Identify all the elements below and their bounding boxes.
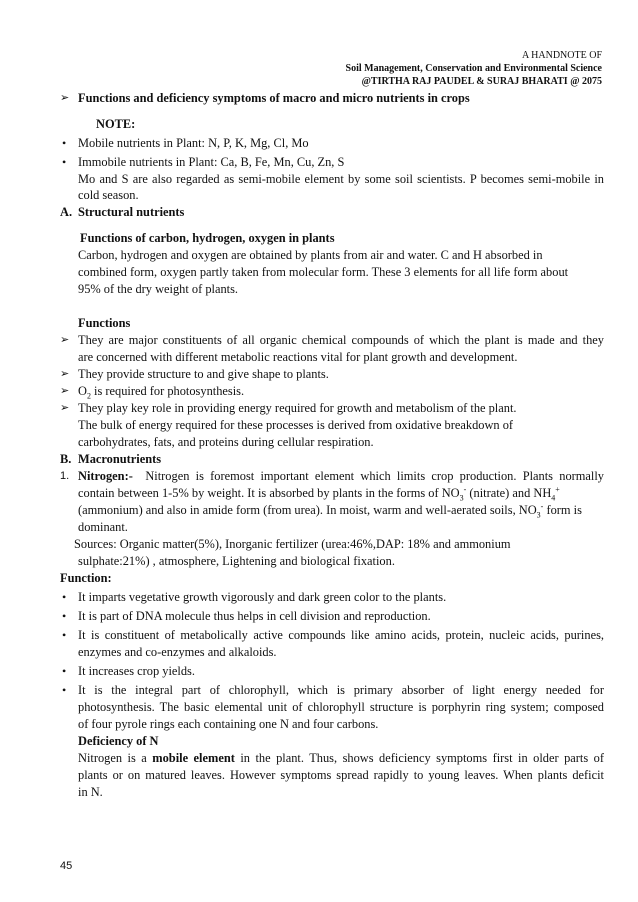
header-line-3: @TIRTHA RAJ PAUDEL & SURAJ BHARATI @ 2075: [361, 76, 602, 87]
nitrogen-line-4: dominant.: [78, 520, 128, 534]
arrow-bullet-icon: ➢: [60, 92, 70, 104]
section-a-subheading: Functions of carbon, hydrogen, oxygen in plants: [80, 231, 335, 245]
bullet-icon: •: [62, 609, 67, 623]
list-number: 1.: [60, 470, 70, 482]
functions-heading: Functions: [78, 316, 131, 330]
nitrogen-line-3: (ammonium) and also in amide form (from urea). In moist, warm and well-aerated soils, $NO_3^-$ form is: [78, 501, 582, 520]
sources-line-2: sulphate:21%) , atmosphere, Lightening and biological fixation.: [78, 554, 395, 568]
n-function-2: It is part of DNA molecule thus helps in cell division and reproduction.: [78, 609, 431, 623]
function-3: $O_2$ is required for photosynthesis.: [78, 384, 245, 401]
n-function-1: It imparts vegetative growth vigorously and dark green color to the plants.: [78, 590, 447, 604]
section-a-para-1: Carbon, hydrogen and oxygen are obtained by plants from air and water. C and H absorbed in: [78, 248, 543, 262]
function-4-line-1: They play key role in providing energy required for growth and metabolism of the plant.: [78, 401, 517, 415]
note-semi-line-2: cold season.: [78, 188, 139, 202]
arrow-bullet-icon: ➢: [60, 368, 70, 380]
section-a-para-2: combined form, oxygen partly taken from molecular form. These 3 elements for all life form about: [78, 265, 569, 279]
function-heading: Function:: [60, 571, 112, 585]
nitrogen-line-1: Nitrogen:- Nitrogen is foremost important element which limits crop production. Plants normally: [78, 469, 604, 483]
function-4-line-3: carbohydrates, fats, and proteins during cellular respiration.: [78, 435, 374, 449]
note-heading: NOTE:: [96, 117, 136, 131]
section-b-title: Macronutrients: [78, 452, 162, 466]
arrow-bullet-icon: ➢: [60, 334, 70, 346]
note-semi-line-1: Mo and S are also regarded as semi-mobile element by some soil scientists. P becomes semi-mobile in: [78, 172, 604, 186]
deficiency-line-2: plants or on matured leaves. However symptoms spread rapidly to young leaves. When plants deficit: [78, 768, 604, 782]
n-function-5-line-2: photosynthesis. The basic elemental unit of chlorophyll structure is porphyrin ring system; composed: [78, 700, 604, 714]
n-function-5-line-3: of four pyrole rings each containing one N and four carbons.: [78, 717, 379, 731]
nitrogen-line-2: contain between 1-5% by weight. It is absorbed by plants in the forms of $NO_3^-$ (nitrate) and $NH_4^+$: [78, 484, 560, 503]
section-a-letter: A.: [60, 205, 73, 219]
n-function-3-line-2: enzymes and co-enzymes and alkaloids.: [78, 645, 277, 659]
n-function-3-line-1: It is constituent of metabolically active compounds like amino acids, protein, nucleic acids, purines,: [78, 628, 604, 642]
n-function-4: It increases crop yields.: [78, 664, 195, 678]
section-b-letter: B.: [60, 452, 72, 466]
deficiency-line-1: Nitrogen is a mobile element in the plant. Thus, shows deficiency symptoms first in older parts of: [78, 751, 604, 765]
section-a-title: Structural nutrients: [78, 205, 185, 219]
page-number: 45: [60, 860, 73, 872]
function-4-line-2: The bulk of energy required for these processes is derived from oxidative breakdown of: [78, 418, 514, 432]
note-mobile: Mobile nutrients in Plant: N, P, K, Mg, Cl, Mo: [78, 136, 309, 150]
function-2: They provide structure to and give shape to plants.: [78, 367, 329, 381]
function-1-line-2: are concerned with different metabolic reactions vital for plant growth and development.: [78, 350, 518, 364]
arrow-bullet-icon: ➢: [60, 385, 70, 397]
arrow-bullet-icon: ➢: [60, 402, 70, 414]
bullet-icon: •: [62, 664, 67, 678]
deficiency-heading: Deficiency of N: [78, 734, 159, 748]
bullet-icon: •: [62, 590, 67, 604]
bullet-icon: •: [62, 136, 67, 150]
bullet-icon: •: [62, 628, 67, 642]
note-immobile: Immobile nutrients in Plant: Ca, B, Fe, Mn, Cu, Zn, S: [78, 155, 345, 169]
sources-line-1: Sources: Organic matter(5%), Inorganic fertilizer (urea:46%,DAP: 18% and ammonium: [74, 537, 511, 551]
header-line-2: Soil Management, Conservation and Environmental Science: [345, 63, 602, 74]
running-header: [346, 49, 602, 88]
deficiency-line-3: in N.: [78, 785, 103, 799]
section-a-para-3: 95% of the dry weight of plants.: [78, 282, 239, 296]
bullet-icon: •: [62, 155, 67, 169]
header-line-1: A HANDNOTE OF: [522, 50, 602, 61]
function-1-line-1: They are major constituents of all organic chemical compounds of which the plant is made and they: [78, 333, 604, 347]
bullet-icon: •: [62, 683, 67, 697]
page-title: Functions and deficiency symptoms of macro and micro nutrients in crops: [78, 91, 470, 105]
n-function-5-line-1: It is the integral part of chlorophyll, which is primary absorber of light energy needed for: [78, 683, 604, 697]
